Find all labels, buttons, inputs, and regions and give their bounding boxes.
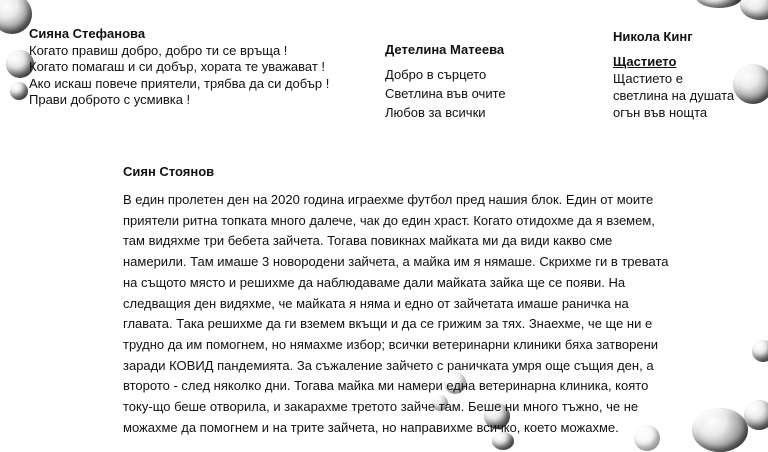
poem-line: светлина на душата — [613, 88, 735, 103]
author-name: Детелина Матеева — [385, 42, 505, 57]
story-line: следващия ден видяхме, че майката я няма и едно от зайчетата имаше раничка на — [123, 295, 629, 311]
poem-line: Добро в сърцето — [385, 67, 487, 82]
story-line: В един пролетен ден на 2020 година играехме футбол пред нашия блок. Един от моите — [123, 192, 654, 207]
author-name: Никола Кинг — [613, 29, 693, 44]
story-line: главата. Така решихме да ги вземем вкъщи и да се грижим за тях. Знаехме, че ще ни е — [123, 316, 653, 332]
poem-line: Любов за всички — [385, 105, 486, 120]
story-line: второто - след няколко дни. Тогава майка ми намери една ветеринарна клиника, която — [123, 378, 649, 394]
poem-line: Когато помагаш и си добър, хората те уважават ! — [29, 59, 326, 74]
story-line: приятели ритна топката много далече, чак до един храст. Когато отидохме да я вземем, — [123, 212, 655, 228]
poem-line: огън във нощта — [613, 105, 708, 120]
entry-siyana — [29, 26, 369, 109]
story-text — [123, 190, 717, 438]
story-section — [123, 164, 717, 438]
poem-line: Светлина във очите — [385, 86, 506, 101]
story-line: току-що беше отворила, и закарахме третото зайче там. Беше ни много тъжно, че не — [123, 399, 639, 415]
story-line: намерили. Там имаше 3 новородени зайчета, а майка им я нямаше. Скрихме ги в тревата — [123, 254, 669, 270]
water-drop-decoration — [740, 0, 768, 20]
water-drop-decoration — [696, 0, 742, 8]
story-line: там видяхме три бебета зайчета. Тогава повикнах майката ми да види какво сме — [123, 233, 613, 249]
story-author: Сиян Стоянов — [123, 164, 215, 179]
entry-nikola — [613, 28, 768, 121]
story-line: трудно да им помогнем, но нямахме избор; всички ветеринарни клиники бяха затворени — [123, 336, 659, 352]
entry-detelina — [385, 40, 585, 122]
story-line: заради КОВИД пандемията. За съжаление зайчето с раничката умря още същия ден, а — [123, 357, 654, 373]
poem-line: Щастието е — [613, 71, 683, 86]
water-drop-decoration — [0, 0, 32, 34]
author-name: Сияна Стефанова — [29, 26, 146, 41]
story-line: на същото място и решихме да наблюдаваме дали майката зайка ще се появи. На — [123, 274, 626, 290]
poem-line: Прави доброто с усмивка ! — [29, 92, 191, 107]
story-line: можахме да помогнем и на трите зайчета, но направихме всичко, което можахме. — [123, 419, 619, 435]
poem-line: Ако искаш повече приятели, трябва да си добър ! — [29, 75, 330, 91]
poem-title: Щастието — [613, 54, 677, 69]
water-drop-decoration — [10, 82, 28, 100]
water-drop-decoration — [744, 400, 768, 430]
water-drop-decoration — [752, 340, 768, 362]
poem-line: Когато правиш добро, добро ти се връща ! — [29, 42, 288, 58]
